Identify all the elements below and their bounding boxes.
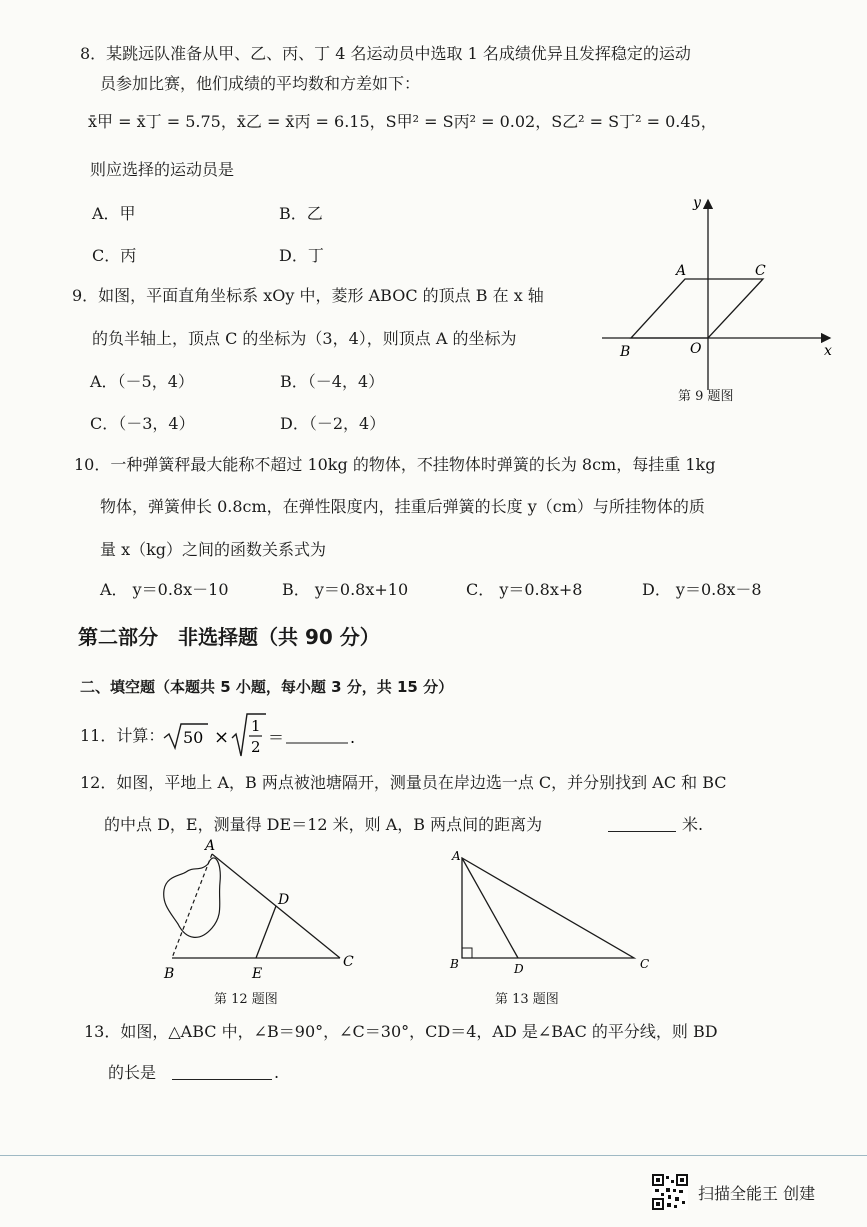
q11-end-period: . bbox=[350, 728, 356, 747]
fig13-label-d: D bbox=[514, 962, 524, 975]
q12-line2a: 的中点 D，E，测量得 DE＝12 米，则 A，B 两点间的距离为 bbox=[104, 815, 543, 834]
q10-option-b: B． y＝0.8x+10 bbox=[282, 580, 409, 599]
bisector-ad bbox=[462, 858, 518, 958]
fig13-label-a: A bbox=[452, 849, 461, 863]
fig12-label-d: D bbox=[278, 892, 290, 908]
q12-line2b: 米. bbox=[682, 815, 704, 834]
q8-option-d: D．丁 bbox=[279, 246, 324, 265]
q9-line1: 9．如图，平面直角坐标系 xOy 中，菱形 ABOC 的顶点 B 在 x 轴 bbox=[72, 286, 544, 305]
answer-blank-12[interactable] bbox=[608, 815, 676, 832]
q8-option-b: B．乙 bbox=[279, 204, 323, 223]
q9-option-a: A．（－5，4） bbox=[90, 372, 194, 391]
fraction-denominator: 2 bbox=[251, 738, 261, 756]
q10-option-a: A． y＝0.8x－10 bbox=[100, 580, 229, 599]
q8-line2: 员参加比赛，他们成绩的平均数和方差如下： bbox=[100, 74, 421, 93]
figure-12-diagram bbox=[150, 832, 370, 987]
q8-line1: 8．某跳远队准备从甲、乙、丙、丁 4 名运动员中选取 1 名成绩优异且发挥稳定的运动 bbox=[80, 44, 691, 63]
origin-label: O bbox=[690, 341, 702, 357]
q9-option-c: C．（－3，4） bbox=[90, 414, 195, 433]
fig12-label-e: E bbox=[252, 966, 263, 982]
figure-9-diagram bbox=[598, 190, 843, 410]
q13-line1: 13．如图，△ABC 中，∠B＝90°，∠C＝30°，CD＝4，AD 是∠BAC 的平分线，则 BD bbox=[84, 1022, 718, 1041]
q9-option-d: D．（－2，4） bbox=[280, 414, 386, 433]
q10-line2: 物体，弹簧伸长 0.8cm，在弹性限度内，挂重后弹簧的长度 y（cm）与所挂物体的质 bbox=[100, 497, 705, 516]
figure-12-caption: 第 12 题图 bbox=[214, 992, 278, 1007]
qr-code-icon bbox=[652, 1174, 688, 1210]
q12-line1: 12．如图，平地上 A，B 两点被池塘隔开，测量员在岸边选一点 C，并分别找到 AC 和 BC bbox=[80, 773, 727, 792]
answer-blank-13[interactable] bbox=[172, 1063, 272, 1080]
q11-expression bbox=[162, 712, 367, 762]
footer-watermark: 扫描全能王 创建 bbox=[698, 1184, 816, 1203]
fig12-label-a: A bbox=[205, 838, 216, 854]
times-sign: × bbox=[214, 727, 230, 748]
figure-13-caption: 第 13 题图 bbox=[495, 992, 559, 1007]
q10-option-d: D． y＝0.8x－8 bbox=[642, 580, 762, 599]
q11-label: 11．计算： bbox=[80, 726, 165, 745]
right-angle-mark bbox=[462, 948, 472, 958]
y-axis-label: y bbox=[693, 195, 701, 211]
q8-formula: x̄甲 = x̄丁 = 5.75，x̄乙 = x̄丙 = 6.15，S甲² = S丙² = 0.02，S乙² = S丁² = 0.45， bbox=[88, 112, 717, 131]
footer-divider bbox=[0, 1155, 867, 1156]
pond-outline bbox=[164, 858, 221, 937]
point-a-label: A bbox=[676, 263, 687, 279]
equals-sign: ＝ bbox=[268, 728, 285, 747]
section2-title: 二、填空题（本题共 5 小题，每小题 3 分，共 15 分） bbox=[80, 678, 454, 696]
figure-9-caption: 第 9 题图 bbox=[678, 389, 734, 404]
fig13-label-b: B bbox=[450, 957, 459, 971]
fig12-label-c: C bbox=[343, 954, 354, 970]
radicand-50: 50 bbox=[183, 728, 204, 747]
q13-line2b: . bbox=[274, 1063, 280, 1082]
q10-option-c: C． y＝0.8x+8 bbox=[466, 580, 583, 599]
segment-de bbox=[256, 906, 276, 958]
q8-question: 则应选择的运动员是 bbox=[90, 160, 235, 179]
figure-13-diagram bbox=[442, 840, 662, 975]
triangle-abc bbox=[462, 858, 634, 958]
part2-title: 第二部分 非选择题（共 90 分） bbox=[78, 625, 380, 649]
x-axis-label: x bbox=[824, 343, 832, 359]
q9-line2: 的负半轴上，顶点 C 的坐标为（3，4），则顶点 A 的坐标为 bbox=[92, 329, 517, 348]
q10-line3: 量 x（kg）之间的函数关系式为 bbox=[100, 540, 327, 559]
fig12-label-b: B bbox=[164, 966, 175, 982]
point-c-label: C bbox=[755, 263, 766, 279]
q8-option-a: A．甲 bbox=[92, 204, 136, 223]
rhombus-abo-c bbox=[631, 279, 763, 338]
sqrt-half-icon bbox=[232, 714, 266, 756]
fraction-numerator: 1 bbox=[251, 717, 261, 735]
q13-line2a: 的长是 bbox=[108, 1063, 157, 1082]
fig13-label-c: C bbox=[640, 957, 650, 971]
point-b-label: B bbox=[620, 344, 631, 360]
q8-option-c: C．丙 bbox=[92, 246, 137, 265]
q9-option-b: B．（－4，4） bbox=[280, 372, 385, 391]
q10-line1: 10．一种弹簧秤最大能称不超过 10kg 的物体，不挂物体时弹簧的长为 8cm，每挂重 1kg bbox=[74, 455, 716, 474]
